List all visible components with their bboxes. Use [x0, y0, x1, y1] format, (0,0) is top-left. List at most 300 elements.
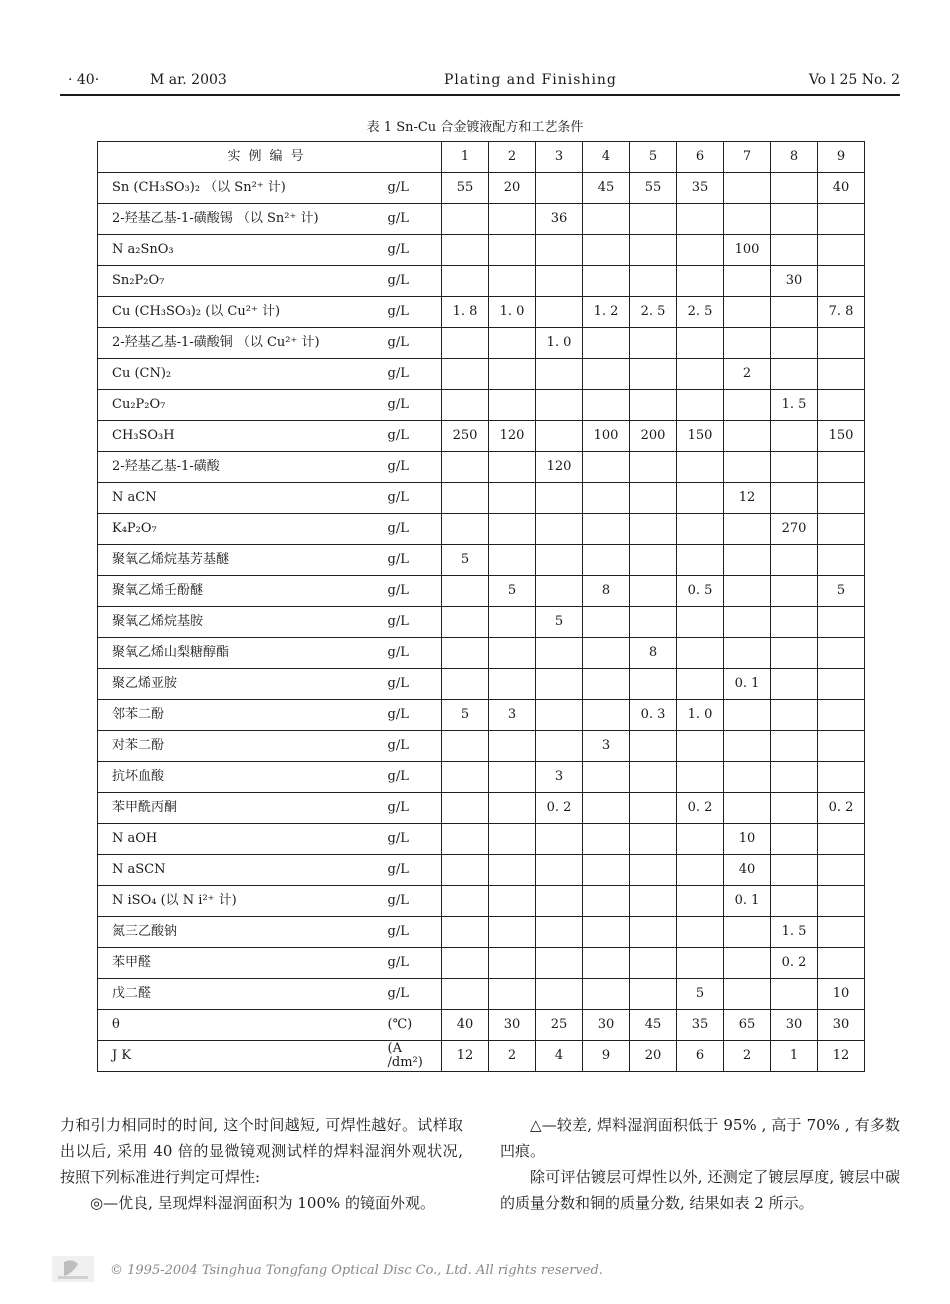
row-name: 2-羟基乙基-1-磺酸铜 （以 Cu²⁺ 计)	[98, 328, 384, 359]
table-cell	[771, 731, 818, 762]
table-cell	[583, 886, 630, 917]
table-cell	[724, 917, 771, 948]
table-cell	[818, 204, 865, 235]
table-cell	[724, 173, 771, 204]
table-cell	[583, 793, 630, 824]
table-cell	[771, 545, 818, 576]
table-cell: 0. 2	[771, 948, 818, 979]
table-cell: 30	[771, 1010, 818, 1041]
table-cell	[489, 607, 536, 638]
table-cell	[630, 669, 677, 700]
table-cell: 36	[536, 204, 583, 235]
table-cell: 250	[442, 421, 489, 452]
row-name: 2-羟基乙基-1-磺酸锡 （以 Sn²⁺ 计)	[98, 204, 384, 235]
table-cell: 100	[583, 421, 630, 452]
table-cell: 6	[677, 1041, 724, 1072]
table-cell	[536, 855, 583, 886]
table-cell	[536, 235, 583, 266]
table-cell	[771, 328, 818, 359]
column-number: 4	[583, 142, 630, 173]
table-cell	[630, 824, 677, 855]
row-name: 聚乙烯亚胺	[98, 669, 384, 700]
row-unit: g/L	[384, 948, 442, 979]
row-name: 戊二醛	[98, 979, 384, 1010]
table-cell	[489, 886, 536, 917]
table-cell: 1. 2	[583, 297, 630, 328]
row-unit: g/L	[384, 855, 442, 886]
table-cell	[771, 359, 818, 390]
table-row	[98, 638, 865, 669]
table-cell	[442, 359, 489, 390]
header-label: 实例编号	[98, 142, 442, 173]
row-unit: g/L	[384, 328, 442, 359]
table-cell	[630, 452, 677, 483]
table-cell	[583, 638, 630, 669]
row-name: θ	[98, 1010, 384, 1041]
table-cell	[677, 266, 724, 297]
table-cell	[771, 421, 818, 452]
table-cell: 0. 3	[630, 700, 677, 731]
table-row	[98, 855, 865, 886]
row-name: 聚氧乙烯山梨糖醇酯	[98, 638, 384, 669]
table-cell	[442, 390, 489, 421]
row-name: Cu (CN)₂	[98, 359, 384, 390]
table-cell	[630, 607, 677, 638]
table-cell	[630, 576, 677, 607]
table-row	[98, 576, 865, 607]
table-cell: 150	[677, 421, 724, 452]
table-cell	[583, 948, 630, 979]
table-cell	[677, 607, 724, 638]
table-row	[98, 204, 865, 235]
table-cell	[536, 979, 583, 1010]
table-cell	[818, 886, 865, 917]
formula-table	[97, 141, 865, 1072]
table-cell	[818, 514, 865, 545]
row-unit: g/L	[384, 824, 442, 855]
table-cell	[442, 452, 489, 483]
table-cell	[771, 700, 818, 731]
column-number: 6	[677, 142, 724, 173]
table-cell	[771, 979, 818, 1010]
table-cell: 25	[536, 1010, 583, 1041]
table-cell	[724, 638, 771, 669]
table-cell	[536, 359, 583, 390]
table-cell: 5	[489, 576, 536, 607]
table-cell	[442, 483, 489, 514]
table-row	[98, 173, 865, 204]
table-row	[98, 297, 865, 328]
volume-number: Vo l 25 No. 2	[808, 72, 900, 88]
page-number: · 40·	[68, 72, 100, 88]
table-cell	[771, 638, 818, 669]
table-cell	[724, 576, 771, 607]
table-cell	[771, 576, 818, 607]
table-cell	[583, 328, 630, 359]
table-cell	[677, 824, 724, 855]
table-row	[98, 390, 865, 421]
table-cell: 40	[818, 173, 865, 204]
row-unit: g/L	[384, 359, 442, 390]
table-cell	[818, 948, 865, 979]
table-cell	[818, 607, 865, 638]
table-cell	[677, 359, 724, 390]
table-cell	[442, 669, 489, 700]
table-cell: 2. 5	[677, 297, 724, 328]
row-unit: g/L	[384, 638, 442, 669]
column-number: 1	[442, 142, 489, 173]
table-cell	[724, 452, 771, 483]
column-number: 2	[489, 142, 536, 173]
left-column	[60, 1112, 463, 1216]
row-unit: g/L	[384, 452, 442, 483]
table-cell: 7. 8	[818, 297, 865, 328]
page-header	[60, 68, 900, 92]
table-cell	[489, 917, 536, 948]
table-cell: 150	[818, 421, 865, 452]
table-cell	[771, 762, 818, 793]
table-cell: 1. 0	[536, 328, 583, 359]
table-cell: 0. 1	[724, 886, 771, 917]
table-cell	[536, 545, 583, 576]
table-cell	[630, 948, 677, 979]
table-cell	[771, 452, 818, 483]
table-cell	[630, 855, 677, 886]
table-cell	[489, 948, 536, 979]
table-cell	[677, 328, 724, 359]
row-name: N aOH	[98, 824, 384, 855]
cnki-logo-icon	[52, 1256, 94, 1282]
table-cell: 0. 2	[536, 793, 583, 824]
table-cell	[442, 793, 489, 824]
row-name: 邻苯二酚	[98, 700, 384, 731]
table-cell	[536, 700, 583, 731]
table-cell	[724, 421, 771, 452]
table-cell: 5	[677, 979, 724, 1010]
table-cell	[442, 607, 489, 638]
table-cell: 1. 5	[771, 390, 818, 421]
table-row	[98, 266, 865, 297]
table-cell	[677, 483, 724, 514]
table-cell: 10	[818, 979, 865, 1010]
table-cell: 8	[583, 576, 630, 607]
table-cell	[677, 669, 724, 700]
table-cell	[442, 266, 489, 297]
table-cell	[771, 793, 818, 824]
table-cell	[724, 545, 771, 576]
table-cell	[536, 948, 583, 979]
table-row	[98, 235, 865, 266]
table-cell: 100	[724, 235, 771, 266]
table-cell: 1. 5	[771, 917, 818, 948]
table-cell: 2	[724, 359, 771, 390]
table-cell	[818, 235, 865, 266]
table-cell	[536, 824, 583, 855]
table-cell	[677, 545, 724, 576]
table-row	[98, 669, 865, 700]
table-row	[98, 1041, 865, 1072]
left-paragraph-2: ◎—优良, 呈现焊料湿润面积为 100% 的镜面外观。	[90, 1194, 436, 1212]
table-cell	[630, 886, 677, 917]
table-cell	[818, 700, 865, 731]
table-cell	[442, 886, 489, 917]
table-cell: 5	[818, 576, 865, 607]
table-cell	[583, 483, 630, 514]
right-column	[500, 1112, 900, 1216]
table-cell: 35	[677, 1010, 724, 1041]
table-cell: 200	[630, 421, 677, 452]
table-cell	[630, 483, 677, 514]
table-cell	[771, 173, 818, 204]
table-cell: 10	[724, 824, 771, 855]
table-cell	[818, 452, 865, 483]
table-cell	[630, 359, 677, 390]
table-cell: 2	[724, 1041, 771, 1072]
table-cell	[818, 824, 865, 855]
table-cell	[536, 576, 583, 607]
row-name: J K	[98, 1041, 384, 1072]
page-footer	[52, 1256, 912, 1284]
row-unit: g/L	[384, 235, 442, 266]
row-name: 2-羟基乙基-1-磺酸	[98, 452, 384, 483]
table-cell	[489, 669, 536, 700]
table-cell	[489, 979, 536, 1010]
row-name: N iSO₄ (以 N i²⁺ 计)	[98, 886, 384, 917]
row-unit: g/L	[384, 917, 442, 948]
table-cell: 65	[724, 1010, 771, 1041]
table-cell: 270	[771, 514, 818, 545]
row-unit: g/L	[384, 483, 442, 514]
table-cell	[677, 855, 724, 886]
row-unit: g/L	[384, 979, 442, 1010]
row-unit: g/L	[384, 421, 442, 452]
row-unit: g/L	[384, 669, 442, 700]
table-cell	[442, 855, 489, 886]
table-cell: 30	[818, 1010, 865, 1041]
header-rule	[60, 94, 900, 96]
row-unit: g/L	[384, 700, 442, 731]
row-unit: g/L	[384, 266, 442, 297]
table-cell	[442, 824, 489, 855]
column-number: 7	[724, 142, 771, 173]
table-cell	[771, 824, 818, 855]
table-cell	[583, 390, 630, 421]
row-name: 聚氧乙烯壬酚醚	[98, 576, 384, 607]
table-cell: 5	[442, 545, 489, 576]
row-unit: g/L	[384, 607, 442, 638]
column-number: 3	[536, 142, 583, 173]
table-cell	[677, 638, 724, 669]
column-number: 5	[630, 142, 677, 173]
table-cell	[818, 669, 865, 700]
table-cell: 55	[630, 173, 677, 204]
table-cell	[724, 700, 771, 731]
table-cell	[583, 824, 630, 855]
table-cell: 35	[677, 173, 724, 204]
table-cell	[583, 979, 630, 1010]
table-cell	[536, 297, 583, 328]
row-name: 聚氧乙烯烷基芳基醚	[98, 545, 384, 576]
row-unit: (A /dm²)	[384, 1041, 442, 1072]
table-cell	[489, 483, 536, 514]
table-cell	[583, 669, 630, 700]
table-cell: 0. 5	[677, 576, 724, 607]
right-paragraph-1: △—较差, 焊料湿润面积低于 95% , 高于 70% , 有多数凹痕。	[500, 1116, 900, 1160]
table-cell	[677, 731, 724, 762]
table-cell	[724, 731, 771, 762]
row-name: K₄P₂O₇	[98, 514, 384, 545]
table-cell	[583, 359, 630, 390]
table-cell: 12	[818, 1041, 865, 1072]
table-cell	[677, 452, 724, 483]
row-unit: (℃)	[384, 1010, 442, 1041]
table-cell	[536, 638, 583, 669]
table-cell	[536, 886, 583, 917]
table-cell	[630, 390, 677, 421]
table-cell: 3	[536, 762, 583, 793]
copyright-notice: © 1995-2004 Tsinghua Tongfang Optical Disc Co., Ltd. All rights reserved.	[110, 1263, 603, 1278]
table-cell: 45	[583, 173, 630, 204]
table-cell: 120	[489, 421, 536, 452]
table-cell: 4	[536, 1041, 583, 1072]
row-unit: g/L	[384, 173, 442, 204]
table-cell	[489, 824, 536, 855]
table-cell	[818, 328, 865, 359]
right-paragraph-2: 除可评估镀层可焊性以外, 还测定了镀层厚度, 镀层中碳的质量分数和铜的质量分数, 结果如表 2 所示。	[500, 1168, 900, 1212]
table-cell	[489, 359, 536, 390]
table-cell	[630, 204, 677, 235]
table-row	[98, 1010, 865, 1041]
table-cell: 2	[489, 1041, 536, 1072]
table-cell	[724, 328, 771, 359]
table-cell	[536, 731, 583, 762]
table-cell	[536, 917, 583, 948]
table-cell	[677, 204, 724, 235]
table-cell	[630, 917, 677, 948]
table-cell	[583, 855, 630, 886]
table-cell	[677, 886, 724, 917]
table-cell	[489, 545, 536, 576]
table-row	[98, 452, 865, 483]
table-cell	[442, 204, 489, 235]
table-cell: 2. 5	[630, 297, 677, 328]
table-cell	[818, 855, 865, 886]
table-row	[98, 979, 865, 1010]
table-cell	[489, 514, 536, 545]
table-cell	[677, 514, 724, 545]
table-cell: 12	[442, 1041, 489, 1072]
table-row	[98, 793, 865, 824]
table-cell: 30	[583, 1010, 630, 1041]
table-cell	[818, 390, 865, 421]
table-row	[98, 824, 865, 855]
row-name: 聚氧乙烯烷基胺	[98, 607, 384, 638]
row-unit: g/L	[384, 204, 442, 235]
table-cell	[489, 204, 536, 235]
table-row	[98, 328, 865, 359]
table-cell	[818, 917, 865, 948]
table-cell: 30	[489, 1010, 536, 1041]
table-cell	[818, 483, 865, 514]
table-cell	[583, 452, 630, 483]
table-cell	[442, 514, 489, 545]
table-cell	[630, 266, 677, 297]
table-cell	[818, 638, 865, 669]
table-cell: 5	[442, 700, 489, 731]
table-cell	[489, 235, 536, 266]
table-cell	[489, 855, 536, 886]
table-cell	[771, 886, 818, 917]
table-cell: 1. 0	[489, 297, 536, 328]
table-cell	[489, 328, 536, 359]
table-cell: 12	[724, 483, 771, 514]
table-cell	[536, 483, 583, 514]
row-unit: g/L	[384, 576, 442, 607]
table-cell	[771, 855, 818, 886]
table-cell	[724, 266, 771, 297]
table-row	[98, 607, 865, 638]
table-cell	[771, 607, 818, 638]
table-cell	[724, 514, 771, 545]
table-cell	[630, 979, 677, 1010]
table-cell	[583, 700, 630, 731]
table-cell	[583, 917, 630, 948]
table-cell	[536, 173, 583, 204]
table-row	[98, 700, 865, 731]
table-cell	[677, 917, 724, 948]
table-cell	[489, 390, 536, 421]
table-cell: 20	[489, 173, 536, 204]
table-cell	[489, 452, 536, 483]
table-row	[98, 359, 865, 390]
table-cell	[536, 669, 583, 700]
table-row	[98, 545, 865, 576]
table-cell	[442, 979, 489, 1010]
table-cell	[818, 266, 865, 297]
table-row	[98, 762, 865, 793]
table-cell: 0. 1	[724, 669, 771, 700]
row-unit: g/L	[384, 514, 442, 545]
row-name: Sn (CH₃SO₃)₂ （以 Sn²⁺ 计)	[98, 173, 384, 204]
table-cell	[771, 669, 818, 700]
table-cell: 30	[771, 266, 818, 297]
row-name: 抗坏血酸	[98, 762, 384, 793]
table-cell	[724, 390, 771, 421]
table-cell: 40	[724, 855, 771, 886]
table-cell: 3	[489, 700, 536, 731]
row-name: 苯甲酰丙酮	[98, 793, 384, 824]
table-cell	[583, 514, 630, 545]
table-cell	[677, 948, 724, 979]
row-unit: g/L	[384, 297, 442, 328]
table-cell	[724, 762, 771, 793]
table-cell	[489, 731, 536, 762]
row-unit: g/L	[384, 390, 442, 421]
table-cell	[677, 235, 724, 266]
table-cell	[442, 576, 489, 607]
table-cell: 8	[630, 638, 677, 669]
table-cell	[630, 731, 677, 762]
table-cell	[536, 390, 583, 421]
table-cell	[724, 204, 771, 235]
table-cell	[630, 545, 677, 576]
table-cell	[630, 328, 677, 359]
table-cell	[583, 235, 630, 266]
table-cell	[724, 297, 771, 328]
table-cell	[442, 731, 489, 762]
row-unit: g/L	[384, 762, 442, 793]
table-cell	[771, 235, 818, 266]
